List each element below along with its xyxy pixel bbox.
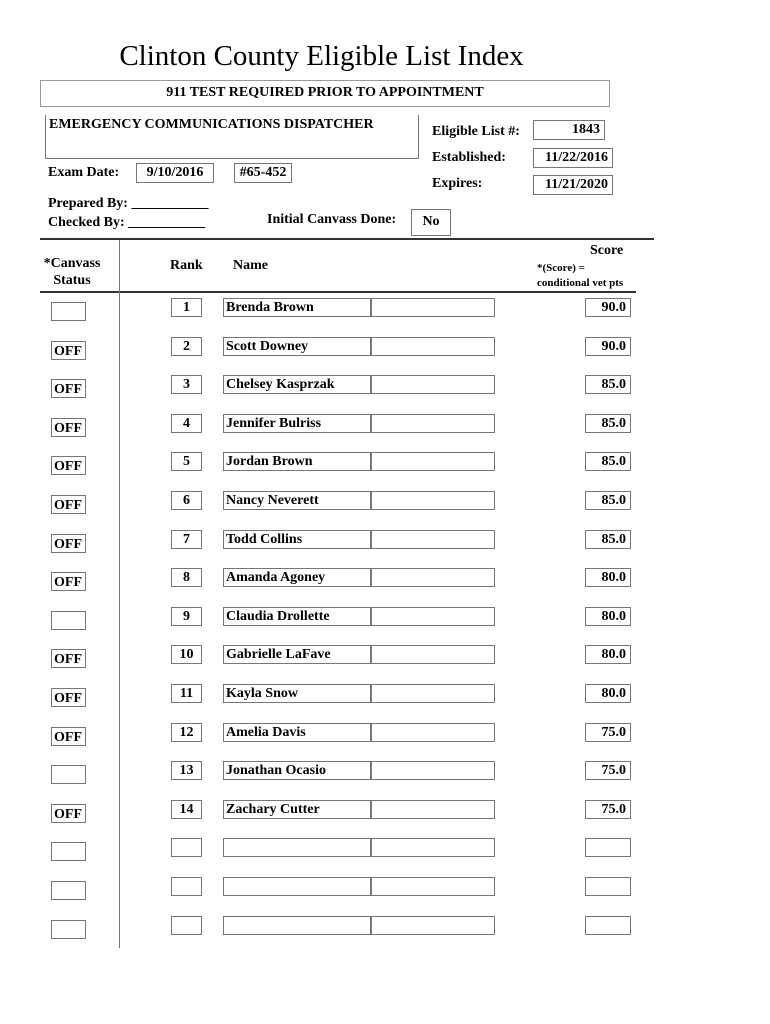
name-field: Jonathan Ocasio — [223, 761, 371, 780]
score-field: 80.0 — [585, 568, 631, 587]
rank-field: 6 — [171, 491, 202, 510]
exam-date-label: Exam Date: — [48, 165, 120, 180]
extra-field[interactable] — [371, 684, 495, 703]
extra-field[interactable] — [371, 568, 495, 587]
name-field — [223, 838, 371, 857]
exam-date-field[interactable]: 9/10/2016 — [136, 163, 214, 183]
rank-field: 14 — [171, 800, 202, 819]
extra-field[interactable] — [371, 375, 495, 394]
rank-field: 2 — [171, 337, 202, 356]
score-field: 80.0 — [585, 645, 631, 664]
score-field: 85.0 — [585, 530, 631, 549]
extra-field[interactable] — [371, 723, 495, 742]
score-field: 75.0 — [585, 800, 631, 819]
established-label: Established: — [432, 150, 506, 165]
extra-field[interactable] — [371, 838, 495, 857]
name-field: Jordan Brown — [223, 452, 371, 471]
extra-field[interactable] — [371, 530, 495, 549]
rank-field — [171, 838, 202, 857]
extra-field[interactable] — [371, 491, 495, 510]
established-field[interactable]: 11/22/2016 — [533, 148, 613, 168]
rank-field: 8 — [171, 568, 202, 587]
name-field: Jennifer Bulriss — [223, 414, 371, 433]
canvass-status-field[interactable] — [51, 765, 86, 784]
prepared-by-label: Prepared By: ___________ — [48, 196, 209, 211]
score-header: Score — [590, 243, 624, 258]
rank-header: Rank — [170, 258, 203, 273]
score-note-1: *(Score) = — [537, 262, 585, 274]
name-field: Amelia Davis — [223, 723, 371, 742]
rank-field: 1 — [171, 298, 202, 317]
score-field: 75.0 — [585, 761, 631, 780]
canvass-status-field[interactable]: OFF — [51, 495, 86, 514]
extra-field[interactable] — [371, 761, 495, 780]
rank-field — [171, 916, 202, 935]
score-note-2: conditional vet pts — [537, 277, 624, 289]
canvass-status-field[interactable]: OFF — [51, 688, 86, 707]
score-field — [585, 877, 631, 896]
rank-field: 10 — [171, 645, 202, 664]
canvass-status-field[interactable]: OFF — [51, 379, 86, 398]
rank-field: 12 — [171, 723, 202, 742]
canvass-status-field[interactable]: OFF — [51, 649, 86, 668]
canvass-status-field[interactable]: OFF — [51, 341, 86, 360]
name-field: Claudia Drollette — [223, 607, 371, 626]
extra-field[interactable] — [371, 877, 495, 896]
initial-canvass-label: Initial Canvass Done: — [267, 212, 397, 227]
extra-field[interactable] — [371, 452, 495, 471]
rank-field: 4 — [171, 414, 202, 433]
score-field: 85.0 — [585, 491, 631, 510]
canvass-status-field[interactable]: OFF — [51, 456, 86, 475]
rank-field: 5 — [171, 452, 202, 471]
canvass-status-field[interactable]: OFF — [51, 804, 86, 823]
name-field — [223, 916, 371, 935]
name-field: Nancy Neverett — [223, 491, 371, 510]
name-field: Chelsey Kasprzak — [223, 375, 371, 394]
initial-canvass-field[interactable]: No — [411, 209, 451, 236]
canvass-status-field[interactable]: OFF — [51, 727, 86, 746]
rank-field: 11 — [171, 684, 202, 703]
extra-field[interactable] — [371, 337, 495, 356]
extra-field[interactable] — [371, 916, 495, 935]
job-title-box — [45, 115, 419, 159]
rank-field: 3 — [171, 375, 202, 394]
header-bottom-rule — [40, 291, 636, 293]
status-column-divider — [119, 240, 120, 948]
canvass-status-field[interactable] — [51, 611, 86, 630]
canvass-status-field[interactable] — [51, 302, 86, 321]
requirement-banner: 911 TEST REQUIRED PRIOR TO APPOINTMENT — [40, 80, 610, 107]
prepared-by-line[interactable]: ___________ — [131, 196, 209, 211]
expires-field[interactable]: 11/21/2020 — [533, 175, 613, 195]
name-field: Scott Downey — [223, 337, 371, 356]
score-field: 90.0 — [585, 298, 631, 317]
canvass-status-field[interactable] — [51, 881, 86, 900]
canvass-status-field[interactable]: OFF — [51, 572, 86, 591]
page-title: Clinton County Eligible List Index — [119, 40, 524, 72]
rank-field: 9 — [171, 607, 202, 626]
checked-by-label: Checked By: ___________ — [48, 215, 206, 230]
score-field: 85.0 — [585, 452, 631, 471]
canvass-status-field[interactable] — [51, 920, 86, 939]
expires-label: Expires: — [432, 176, 483, 191]
checked-by-line[interactable]: ___________ — [128, 215, 206, 230]
name-field: Kayla Snow — [223, 684, 371, 703]
header-top-rule — [40, 238, 654, 240]
score-field: 80.0 — [585, 684, 631, 703]
name-field: Brenda Brown — [223, 298, 371, 317]
score-field: 85.0 — [585, 375, 631, 394]
score-field: 75.0 — [585, 723, 631, 742]
canvass-status-header: *Canvass Status — [43, 256, 101, 288]
name-field: Gabrielle LaFave — [223, 645, 371, 664]
canvass-status-field[interactable] — [51, 842, 86, 861]
canvass-status-field[interactable]: OFF — [51, 534, 86, 553]
rank-field — [171, 877, 202, 896]
extra-field[interactable] — [371, 645, 495, 664]
eligible-list-field[interactable]: 1843 — [533, 120, 605, 140]
name-field: Todd Collins — [223, 530, 371, 549]
name-field: Amanda Agoney — [223, 568, 371, 587]
name-field — [223, 877, 371, 896]
exam-number-field[interactable]: #65-452 — [234, 163, 292, 183]
extra-field[interactable] — [371, 607, 495, 626]
rank-field: 7 — [171, 530, 202, 549]
extra-field[interactable] — [371, 414, 495, 433]
job-title: EMERGENCY COMMUNICATIONS DISPATCHER — [49, 117, 374, 132]
name-header: Name — [233, 258, 268, 273]
extra-field[interactable] — [371, 298, 495, 317]
extra-field[interactable] — [371, 800, 495, 819]
score-field: 90.0 — [585, 337, 631, 356]
rank-field: 13 — [171, 761, 202, 780]
name-field: Zachary Cutter — [223, 800, 371, 819]
score-field — [585, 838, 631, 857]
score-field — [585, 916, 631, 935]
score-field: 80.0 — [585, 607, 631, 626]
eligible-list-label: Eligible List #: — [432, 124, 520, 139]
score-field: 85.0 — [585, 414, 631, 433]
canvass-status-field[interactable]: OFF — [51, 418, 86, 437]
